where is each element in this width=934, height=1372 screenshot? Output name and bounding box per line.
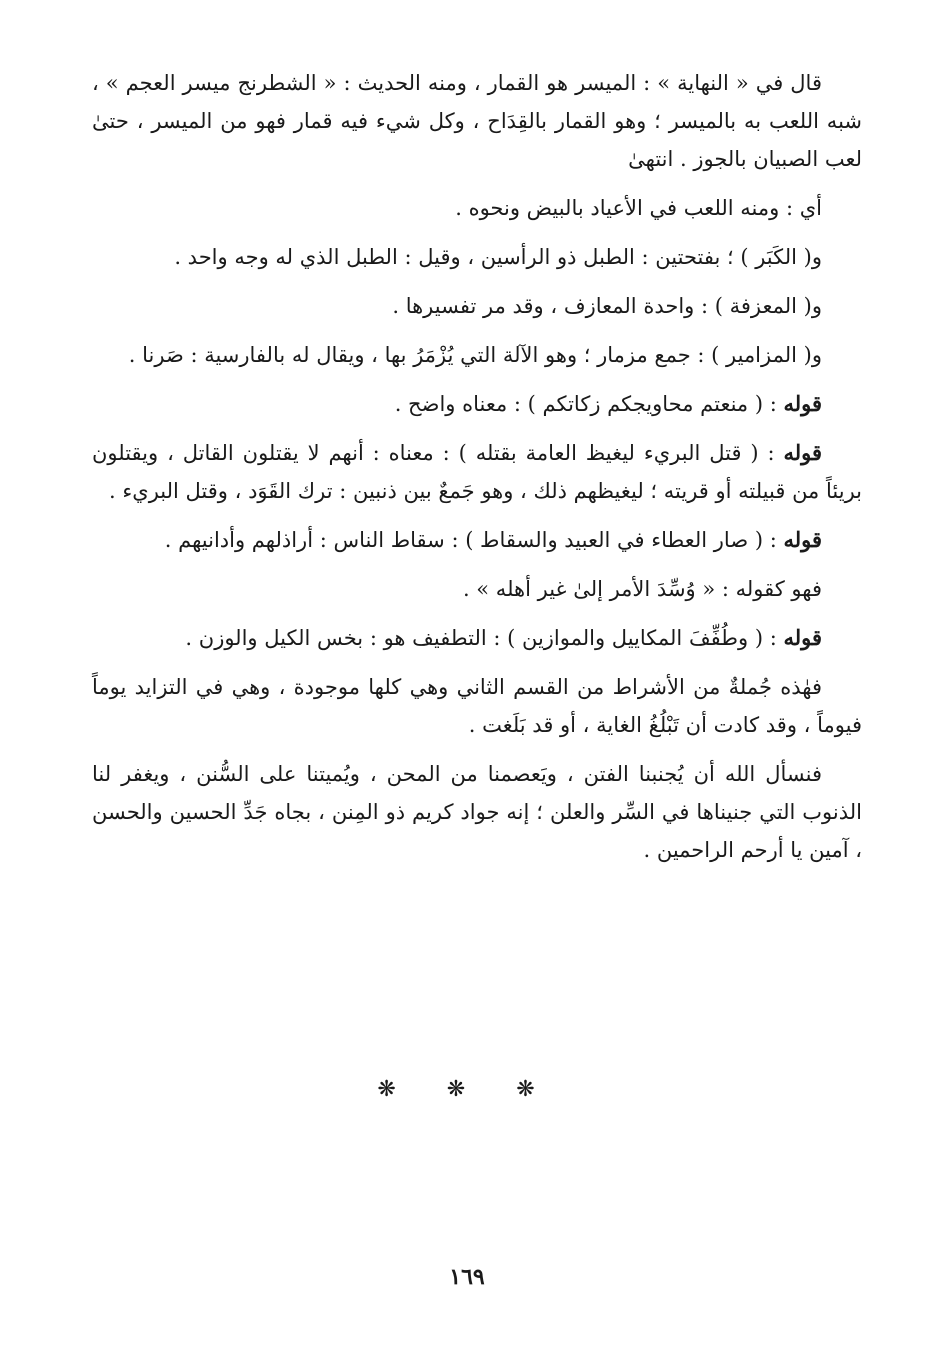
paragraph: و( المزامير ) : جمع مزمار ؛ وهو الآلة التي يُزْمَرُ بها ، ويقال له بالفارسية : صَرنا . [128, 343, 822, 367]
paragraph: و( الكَبَر ) ؛ بفتحتين : الطبل ذو الرأسين ، وقيل : الطبل الذي له وجه واحد . [174, 245, 822, 269]
paragraph: قوله : ( صار العطاء في العبيد والسقاط ) : سقاط الناس : أراذلهم وأدانيهم . [164, 527, 822, 552]
paragraph: قوله : ( وطُفِّفَ المكاييل والموازين ) : التطفيف هو : بخس الكيل والوزن . [185, 625, 822, 650]
page-number: ١٦٩ [449, 1264, 485, 1290]
paragraph: قوله : ( قتل البريء ليغيظ العامة بقتله ) : معناه : أنهم لا يقتلون القاتل ، ويقتلون بريئاً من قبيلته أو قريته ؛ ليغيظهم ذلك ، وهو جَمعٌ بين ذنبين : ترك القَوَد ، وقتل البريء . [92, 440, 862, 503]
lead-word: قوله [783, 527, 822, 552]
paragraph: قوله : ( منعتم محاويجكم زكاتكم ) : معناه واضح . [394, 391, 822, 416]
paragraph: قال في « النهاية » : الميسر هو القمار ، ومنه الحديث : « الشطرنج ميسر العجم » ، شبه اللعب به بالميسر ؛ وهو القمار بالقِدَاح ، وكل شيء فيه قمار فهو من الميسر ، حتىٰ لعب الصبيان بالجوز . انتهىٰ [92, 71, 862, 171]
paragraph: أي : ومنه اللعب في الأعياد بالبيض ونحوه . [455, 196, 822, 220]
body-text [92, 64, 862, 880]
lead-word: قوله [783, 440, 822, 465]
paragraph: فهو كقوله : « وُسِّدَ الأمر إلىٰ غير أهله » . [462, 577, 822, 601]
lead-word: قوله [783, 391, 822, 416]
section-separator: ❋ ❋ ❋ [377, 1077, 557, 1102]
paragraph: فنسأل الله أن يُجنبنا الفتن ، ويَعصمنا من المحن ، ويُميتنا على السُّنن ، ويغفر لنا الذنوب التي جنيناها في السِّر والعلن ؛ إنه جواد كريم ذو المِنن ، بجاه جَدِّ الحسين والحسن ، آمين يا أرحم الراحمين . [92, 762, 862, 862]
paragraph: فهٰذه جُملةٌ من الأشراط من القسم الثاني وهي كلها موجودة ، وهي في التزايد يوماً فيوماً ، وقد كادت أن تَبْلُغُ الغاية ، أو قد بَلَغت . [92, 675, 862, 737]
lead-word: قوله [783, 625, 822, 650]
paragraph: و( المعزفة ) : واحدة المعازف ، وقد مر تفسيرها . [392, 294, 822, 318]
